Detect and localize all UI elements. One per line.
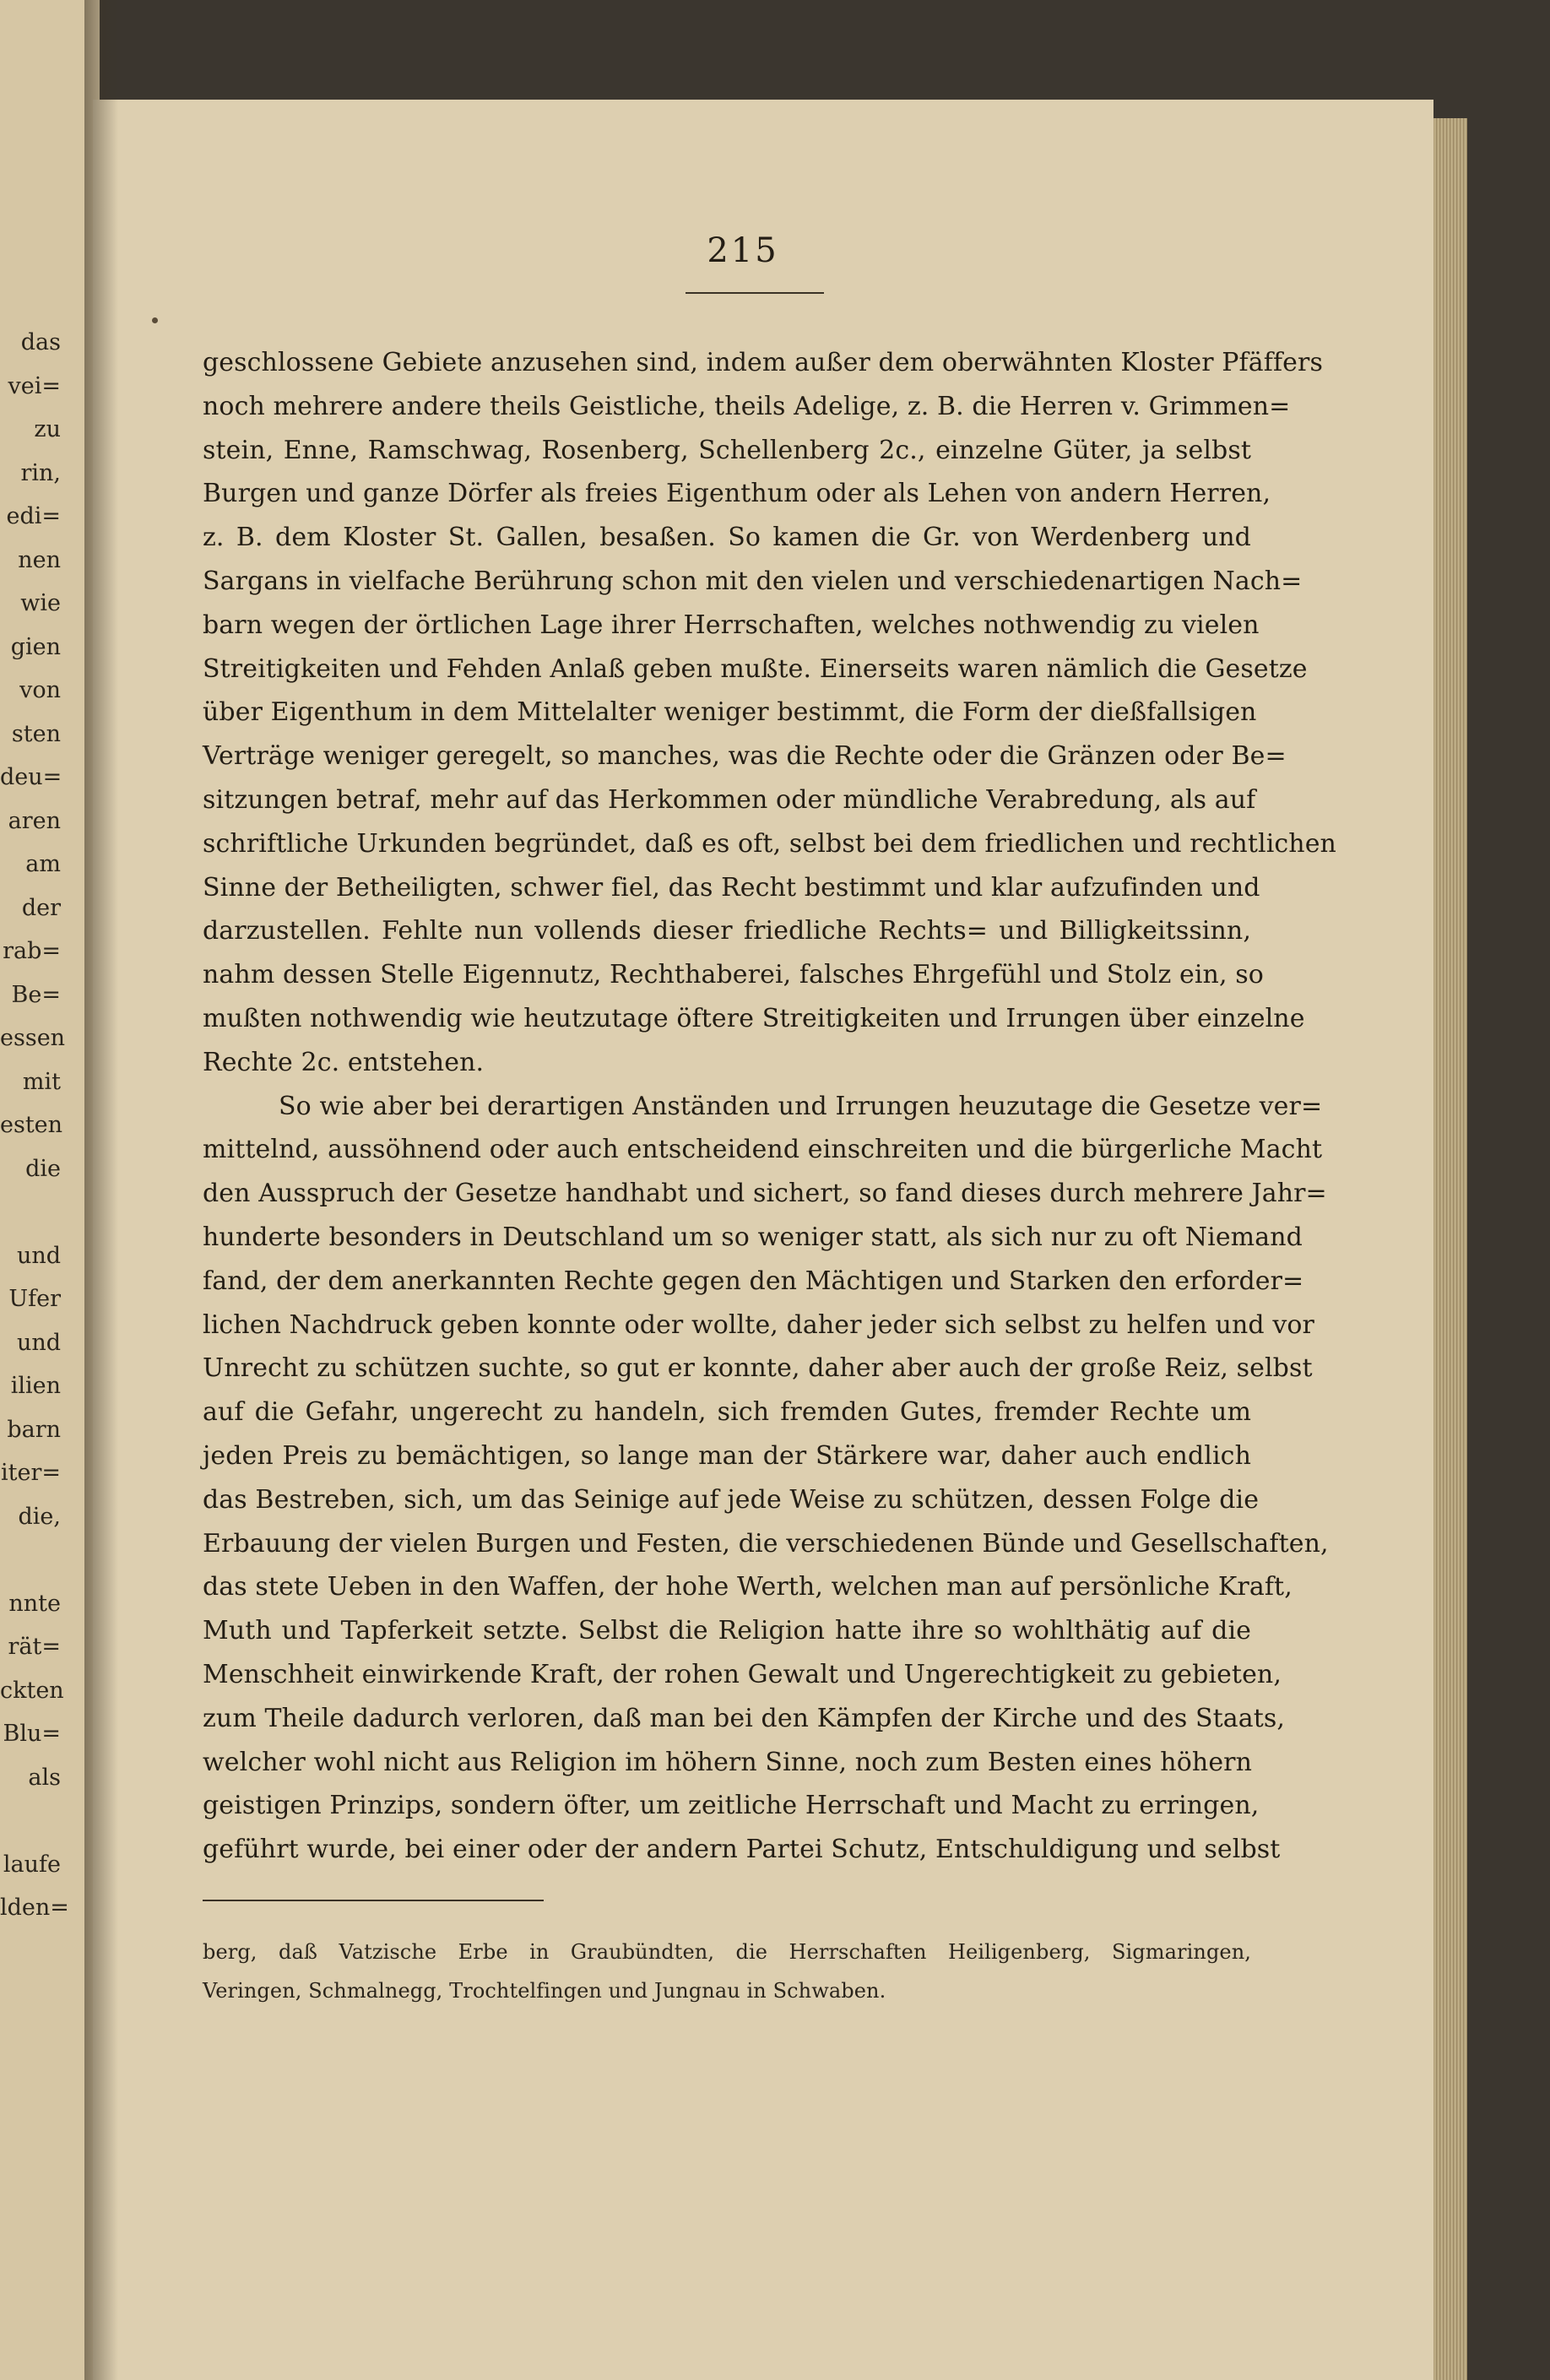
margin-fragment: barn	[7, 1416, 61, 1443]
margin-fragment: von	[19, 677, 61, 703]
text-line: auf die Gefahr, ungerecht zu handeln, sich fremden Gutes, fremder Rechte um	[203, 1397, 1251, 1428]
text-line: Verträge weniger geregelt, so manches, was die Rechte oder die Gränzen oder Be=	[203, 741, 1287, 772]
margin-fragment: essen	[0, 1025, 66, 1051]
text-line: darzustellen. Fehlte nun vollends dieser friedliche Rechts= und Billigkeitssinn,	[203, 916, 1251, 946]
text-line: mußten nothwendig wie heutzutage öftere Streitigkeiten und Irrungen über einzelne	[203, 1003, 1305, 1033]
margin-fragment: wie	[20, 590, 61, 616]
margin-fragment: nnte	[8, 1590, 61, 1617]
page-number-rule	[686, 292, 824, 294]
margin-fragment: rin,	[20, 459, 61, 486]
body-text	[203, 341, 1336, 1872]
margin-fragment: Ufer	[8, 1286, 61, 1312]
text-line: geistigen Prinzips, sondern öfter, um zeitliche Herrschaft und Macht zu erringen,	[203, 1791, 1260, 1821]
page-stack-edge	[1433, 118, 1467, 2380]
text-line: geführt wurde, bei einer oder der andern Partei Schutz, Entschuldigung und selbst	[203, 1835, 1281, 1865]
previous-page-margin-text	[0, 321, 69, 1930]
text-line: Sinne der Betheiligten, schwer fiel, das Recht bestimmt und klar aufzufinden und	[203, 872, 1260, 903]
margin-fragment: das	[20, 329, 61, 355]
margin-fragment: zu	[34, 416, 61, 442]
text-line: jeden Preis zu bemächtigen, so lange man der Stärkere war, daher auch endlich	[203, 1440, 1251, 1471]
margin-fragment	[0, 1799, 61, 1843]
margin-fragment: und	[16, 1242, 61, 1269]
margin-fragment: ckten	[0, 1677, 64, 1704]
text-line: Unrecht zu schützen suchte, so gut er konnte, daher aber auch der große Reiz, selbst	[203, 1353, 1313, 1384]
footnote-rule	[203, 1900, 544, 1901]
margin-fragment: die,	[18, 1503, 61, 1530]
margin-fragment: sten	[11, 720, 61, 747]
text-line: lichen Nachdruck geben konnte oder wollte, daher jeder sich selbst zu helfen und vor	[203, 1309, 1314, 1340]
margin-fragment: mit	[22, 1068, 61, 1095]
text-line: Rechte 2c. entstehen.	[203, 1047, 485, 1077]
text-line: So wie aber bei derartigen Anständen und Irrungen heuzutage die Gesetze ver=	[279, 1091, 1323, 1121]
text-line: Menschheit einwirkende Kraft, der rohen Gewalt und Ungerechtigkeit zu gebieten,	[203, 1659, 1282, 1689]
margin-fragment: ilien	[10, 1373, 61, 1399]
margin-fragment: laufe	[3, 1851, 61, 1878]
text-line: z. B. dem Kloster St. Gallen, besaßen. So kamen die Gr. von Werdenberg und	[203, 523, 1251, 553]
text-line: noch mehrere andere theils Geistliche, theils Adelige, z. B. die Herren v. Grimmen=	[203, 391, 1291, 421]
text-line: Streitigkeiten und Fehden Anlaß geben mußte. Einerseits waren nämlich die Gesetze	[203, 653, 1308, 684]
text-line: über Eigenthum in dem Mittelalter weniger bestimmt, die Form der dießfallsigen	[203, 697, 1257, 728]
text-line: Muth und Tapferkeit setzte. Selbst die Religion hatte ihre so wohlthätig auf die	[203, 1616, 1251, 1646]
text-line: zum Theile dadurch verloren, daß man bei den Kämpfen der Kirche und des Staats,	[203, 1703, 1286, 1733]
text-line: geschlossene Gebiete anzusehen sind, indem außer dem oberwähnten Kloster Pfäffers	[203, 348, 1323, 377]
margin-fragment	[0, 1538, 61, 1582]
gutter-shadow	[84, 0, 118, 2380]
text-line: Erbauung der vielen Burgen und Festen, die verschiedenen Bünde und Gesellschaften,	[203, 1528, 1329, 1559]
footnote-line: Veringen, Schmalnegg, Trochtelfingen und Jungnau in Schwaben.	[203, 1979, 886, 2003]
margin-fragment: rab=	[3, 938, 61, 964]
text-line: Burgen und ganze Dörfer als freies Eigenthum oder als Lehen von andern Herren,	[203, 479, 1271, 509]
text-line: barn wegen der örtlichen Lage ihrer Herrschaften, welches nothwendig zu vielen	[203, 610, 1260, 640]
margin-fragment: iter=	[1, 1460, 61, 1486]
margin-fragment: und	[16, 1329, 61, 1356]
margin-mark	[152, 317, 158, 323]
margin-fragment: nen	[18, 546, 61, 573]
margin-fragment: am	[25, 851, 61, 877]
text-line: stein, Enne, Ramschwag, Rosenberg, Schellenberg 2c., einzelne Güter, ja selbst	[203, 435, 1251, 465]
margin-fragment: rät=	[8, 1634, 61, 1660]
text-line: hunderte besonders in Deutschland um so weniger statt, als sich nur zu oft Niemand	[203, 1222, 1303, 1252]
margin-fragment: Blu=	[3, 1721, 61, 1747]
text-line: mittelnd, aussöhnend oder auch entscheidend einschreiten und die bürgerliche Macht	[203, 1135, 1323, 1165]
text-line: sitzungen betraf, mehr auf das Herkommen oder mündliche Verabredung, als auf	[203, 784, 1256, 815]
margin-fragment: Be=	[11, 981, 61, 1008]
text-line: fand, der dem anerkannten Rechte gegen den Mächtigen und Starken den erforder=	[203, 1266, 1304, 1296]
margin-fragment	[0, 1190, 61, 1234]
margin-fragment: die	[25, 1155, 61, 1182]
margin-fragment: der	[21, 894, 61, 921]
margin-fragment: edi=	[6, 503, 61, 529]
margin-fragment: gien	[10, 633, 61, 660]
text-line: den Ausspruch der Gesetze handhabt und sichert, so fand dieses durch mehrere Jahr=	[203, 1179, 1327, 1209]
footnote-line: berg, daß Vatzische Erbe in Graubündten, die Herrschaften Heiligenberg, Sigmaringen,	[203, 1940, 1251, 1964]
margin-fragment: aren	[8, 807, 61, 834]
text-line: schriftliche Urkunden begründet, daß es oft, selbst bei dem friedlichen und rechtlichen	[203, 828, 1336, 859]
text-line: das Bestreben, sich, um das Seinige auf jede Weise zu schützen, dessen Folge die	[203, 1484, 1260, 1515]
margin-fragment: lden=	[0, 1895, 69, 1921]
page-number: 215	[707, 231, 779, 270]
text-line: das stete Ueben in den Waffen, der hohe Werth, welchen man auf persönliche Kraft,	[203, 1572, 1293, 1602]
text-line: Sargans in vielfache Berührung schon mit den vielen und verschiedenartigen Nach=	[203, 566, 1303, 596]
text-line: welcher wohl nicht aus Religion im höhern Sinne, noch zum Besten eines höhern	[203, 1747, 1253, 1777]
margin-fragment: als	[28, 1764, 61, 1791]
margin-fragment: vei=	[8, 372, 61, 399]
footnotes	[203, 1933, 1251, 2010]
margin-fragment: deu=	[0, 764, 62, 790]
text-line: nahm dessen Stelle Eigennutz, Rechthaberei, falsches Ehrgefühl und Stolz ein, so	[203, 960, 1264, 990]
margin-fragment: esten	[0, 1112, 63, 1138]
